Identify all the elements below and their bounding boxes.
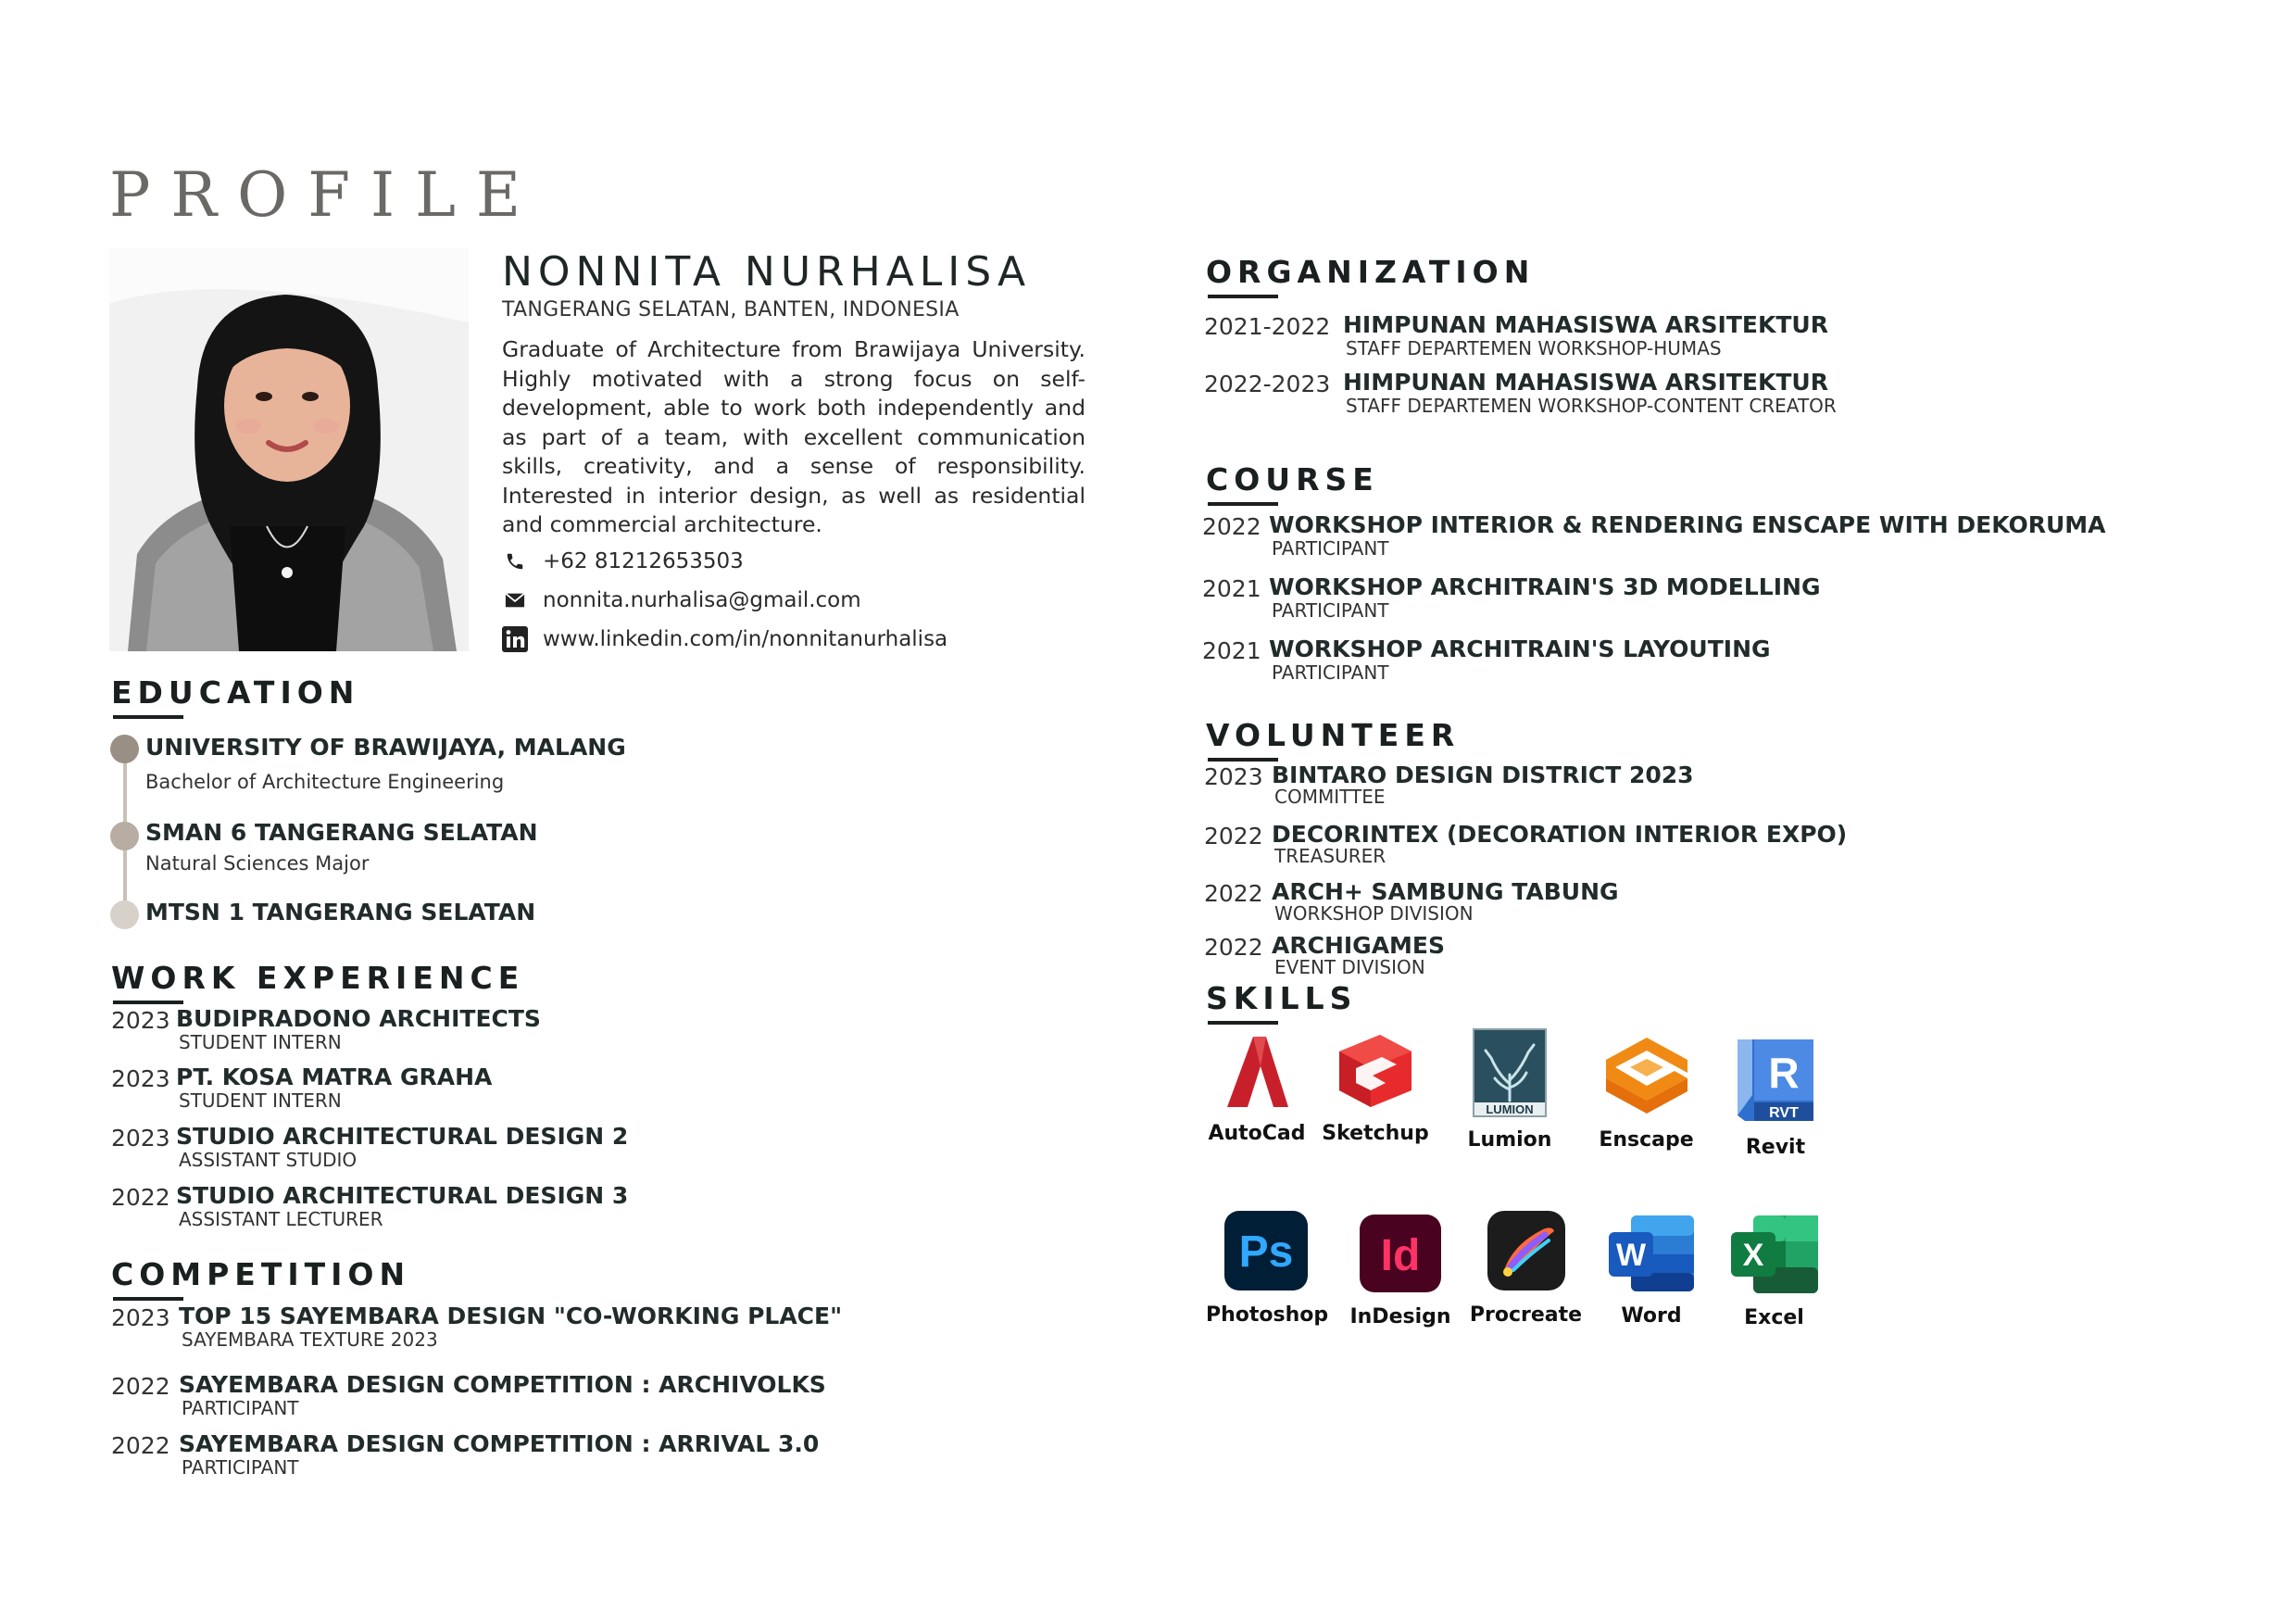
competition-role: SAYEMBARA TEXTURE 2023 — [182, 1328, 438, 1351]
volunteer-heading — [1206, 717, 1460, 753]
skill-label: Word — [1621, 1304, 1682, 1328]
procreate-logo-icon — [1468, 1209, 1584, 1298]
education-detail: Bachelor of Architecture Engineering — [145, 771, 505, 793]
volunteer-role: COMMITTEE — [1274, 786, 1386, 808]
work-title: PT. KOSA MATRA GRAHA — [176, 1064, 493, 1090]
course-title: WORKSHOP ARCHITRAIN'S 3D MODELLING — [1269, 573, 1821, 600]
person-name: NONNITA NURHALISA — [502, 248, 1032, 296]
sketchup-logo-icon — [1320, 1031, 1431, 1116]
indesign-logo-icon — [1345, 1213, 1456, 1300]
contact-email — [502, 587, 861, 613]
work-heading — [111, 960, 524, 996]
work-year: 2023 — [111, 1125, 170, 1152]
volunteer-title: ARCHIGAMES — [1272, 932, 1445, 959]
course-year: 2021 — [1202, 575, 1261, 602]
linkedin-link[interactable]: www.linkedin.com/in/nonnitanurhalisa — [543, 627, 948, 651]
course-year: 2022 — [1202, 513, 1261, 540]
autocad-mark: A — [1256, 1096, 1258, 1097]
enscape-logo-icon — [1593, 1034, 1700, 1123]
timeline-dot — [110, 735, 139, 763]
work-heading-text: WORK EXPERIENCE — [111, 960, 525, 996]
education-school: UNIVERSITY OF BRAWIJAYA, MALANG — [145, 734, 626, 761]
competition-year: 2023 — [111, 1304, 170, 1331]
heading-underline — [1208, 502, 1278, 506]
volunteer-year: 2022 — [1204, 934, 1263, 961]
competition-title: SAYEMBARA DESIGN COMPETITION : ARRIVAL 3.0 — [179, 1430, 820, 1457]
education-heading — [111, 674, 359, 711]
email-link[interactable]: nonnita.nurhalisa@gmail.com — [543, 588, 861, 612]
work-title: STUDIO ARCHITECTURAL DESIGN 2 — [176, 1123, 629, 1150]
photoshop-logo-icon — [1206, 1209, 1326, 1298]
skill-label: Sketchup — [1322, 1122, 1429, 1145]
competition-role: PARTICIPANT — [182, 1456, 299, 1479]
skill-word — [1600, 1214, 1702, 1328]
skill-autocad — [1206, 1033, 1308, 1145]
volunteer-title: BINTARO DESIGN DISTRICT 2023 — [1272, 762, 1694, 788]
course-role: PARTICIPANT — [1272, 599, 1389, 622]
organization-title: HIMPUNAN MAHASISWA ARSITEKTUR — [1343, 311, 1828, 338]
volunteer-role: WORKSHOP DIVISION — [1274, 902, 1474, 925]
person-location: TANGERANG SELATAN, BANTEN, INDONESIA — [502, 298, 960, 321]
heading-underline — [1208, 1021, 1278, 1025]
mail-icon — [502, 587, 528, 613]
autocad-logo-icon — [1206, 1033, 1308, 1116]
skill-enscape — [1593, 1034, 1700, 1152]
competition-role: PARTICIPANT — [182, 1397, 299, 1419]
profile-photo — [109, 248, 469, 651]
skill-lumion — [1459, 1028, 1561, 1152]
profile-summary: Graduate of Architecture from Brawijaya University. Highly motivated with a strong focus on self-development, able to work both independently and as part of a team, with excellent communication skills, creativity, and a sense of responsibility. Interested in interior design, as well as residential and commercial architecture. — [502, 336, 1085, 537]
skill-label: InDesign — [1349, 1305, 1451, 1328]
skill-label: AutoCad — [1208, 1122, 1306, 1145]
heading-underline — [113, 715, 183, 719]
organization-year: 2021-2022 — [1204, 313, 1331, 340]
education-detail: Natural Sciences Major — [145, 852, 370, 875]
revit-logo-icon — [1725, 1036, 1826, 1130]
competition-heading-text: COMPETITION — [111, 1256, 411, 1292]
lumion-logo-icon — [1459, 1028, 1561, 1123]
heading-underline — [1208, 295, 1278, 298]
word-logo-icon — [1600, 1214, 1702, 1299]
competition-title: TOP 15 SAYEMBARA DESIGN "CO-WORKING PLACE" — [179, 1303, 843, 1329]
volunteer-role: EVENT DIVISION — [1274, 956, 1425, 978]
revit-rvt-mark: RVT — [1769, 1105, 1799, 1121]
organization-role: STAFF DEPARTEMEN WORKSHOP-CONTENT CREATOR — [1346, 395, 1837, 417]
skill-label: Photoshop — [1206, 1303, 1329, 1327]
contact-linkedin — [502, 626, 947, 652]
work-role: ASSISTANT LECTURER — [179, 1208, 383, 1230]
course-heading — [1206, 461, 1379, 497]
timeline-dot — [110, 822, 139, 850]
course-year: 2021 — [1202, 637, 1261, 664]
excel-mark: X — [1742, 1238, 1763, 1273]
lumion-wordmark: LUMION — [1486, 1102, 1534, 1116]
education-school: MTSN 1 TANGERANG SELATAN — [145, 899, 536, 925]
phone-icon — [502, 548, 528, 574]
photoshop-mark: Ps — [1238, 1227, 1294, 1277]
competition-title: SAYEMBARA DESIGN COMPETITION : ARCHIVOLKS — [179, 1371, 826, 1398]
skill-photoshop — [1206, 1209, 1329, 1327]
skills-heading-text: SKILLS — [1206, 980, 1358, 1016]
skill-label: Excel — [1744, 1306, 1804, 1329]
volunteer-title: DECORINTEX (DECORATION INTERIOR EXPO) — [1272, 821, 1848, 848]
skill-label: Procreate — [1469, 1303, 1583, 1327]
work-year: 2023 — [111, 1007, 170, 1034]
organization-heading — [1206, 254, 1535, 290]
indesign-mark: Id — [1380, 1231, 1421, 1280]
volunteer-year: 2022 — [1204, 823, 1263, 850]
education-heading-text: EDUCATION — [111, 674, 360, 711]
skill-label: Lumion — [1467, 1128, 1552, 1152]
course-title: WORKSHOP ARCHITRAIN'S LAYOUTING — [1269, 636, 1771, 662]
work-year: 2023 — [111, 1065, 170, 1092]
skills-heading — [1206, 980, 1357, 1016]
work-role: ASSISTANT STUDIO — [179, 1149, 358, 1171]
heading-underline — [1208, 758, 1278, 762]
revit-mark: R — [1768, 1049, 1800, 1097]
heading-underline — [113, 1001, 183, 1004]
work-title: BUDIPRADONO ARCHITECTS — [176, 1005, 541, 1032]
work-title: STUDIO ARCHITECTURAL DESIGN 3 — [176, 1182, 629, 1209]
course-role: PARTICIPANT — [1272, 661, 1389, 684]
organization-year: 2022-2023 — [1204, 371, 1331, 397]
skill-label: Enscape — [1599, 1128, 1694, 1152]
excel-logo-icon — [1721, 1214, 1827, 1301]
competition-year: 2022 — [111, 1373, 170, 1400]
skill-indesign — [1345, 1213, 1456, 1328]
skill-label: Revit — [1745, 1136, 1806, 1159]
volunteer-role: TREASURER — [1274, 845, 1386, 867]
course-role: PARTICIPANT — [1272, 537, 1389, 560]
organization-title: HIMPUNAN MAHASISWA ARSITEKTUR — [1343, 369, 1828, 396]
competition-year: 2022 — [111, 1432, 170, 1459]
course-title: WORKSHOP INTERIOR & RENDERING ENSCAPE WITH DEKORUMA — [1269, 511, 2106, 538]
volunteer-heading-text: VOLUNTEER — [1206, 717, 1461, 753]
timeline-dot — [110, 900, 139, 929]
competition-heading — [111, 1256, 410, 1292]
volunteer-year: 2023 — [1204, 763, 1263, 790]
contact-phone — [502, 548, 744, 574]
skill-sketchup — [1320, 1031, 1431, 1145]
work-year: 2022 — [111, 1184, 170, 1211]
word-mark: W — [1615, 1238, 1647, 1273]
work-role: STUDENT INTERN — [179, 1089, 342, 1112]
skill-excel — [1721, 1214, 1827, 1329]
profile-photo-illustration — [109, 248, 469, 651]
organization-heading-text: ORGANIZATION — [1206, 254, 1536, 290]
skill-procreate — [1468, 1209, 1584, 1327]
page-title: PROFILE — [109, 159, 542, 231]
work-role: STUDENT INTERN — [179, 1031, 342, 1053]
volunteer-year: 2022 — [1204, 880, 1263, 907]
skill-revit — [1725, 1036, 1826, 1159]
volunteer-title: ARCH+ SAMBUNG TABUNG — [1272, 878, 1619, 905]
education-school: SMAN 6 TANGERANG SELATAN — [145, 819, 538, 846]
linkedin-icon — [502, 626, 528, 652]
phone-text: +62 81212653503 — [543, 549, 744, 573]
course-heading-text: COURSE — [1206, 461, 1379, 497]
organization-role: STAFF DEPARTEMEN WORKSHOP-HUMAS — [1346, 337, 1722, 359]
heading-underline — [113, 1297, 183, 1301]
